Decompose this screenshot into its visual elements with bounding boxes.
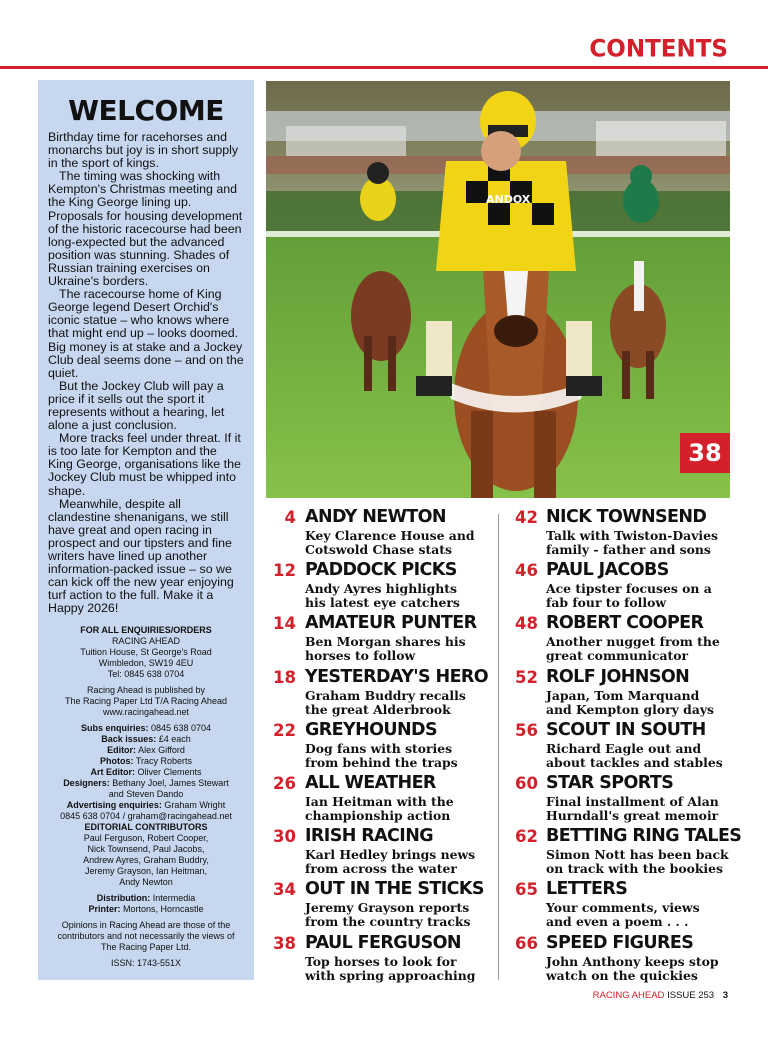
disclaimer-line: Opinions in Racing Ahead are those of the [61,920,231,931]
entry-page-number: 46 [515,561,538,581]
entry-title: OUT IN THE STICKS [305,879,484,900]
entry-page-number: 14 [273,614,296,634]
entry-title: PAUL JACOBS [546,560,669,581]
art-editor-line: Art Editor: Oliver Clements [90,767,202,778]
contents-entry[interactable] [268,774,498,827]
contributors-line: Andy Newton [119,877,173,888]
entry-description: Ian Heitman with the championship action [305,793,454,823]
welcome-paragraph: The timing was shocking with Kempton's Christmas meeting and the King George lining up. Proposals for housing development of the historic racecourse had been long-expected but the advanced position was stunning. Shades of Russian training exercises on Ukraine's borders. [48,169,243,289]
cover-photo [266,81,730,498]
entry-description: Graham Buddry recalls the great Alderbrook [305,687,466,717]
contributors-line: Nick Townsend, Paul Jacobs, [87,844,205,855]
welcome-heading: WELCOME [68,94,224,127]
entry-title: BETTING RING TALES [546,826,742,847]
entry-page-number: 60 [515,773,538,793]
contents-entry[interactable] [268,721,498,774]
entry-description: John Anthony keeps stop watch on the quickies [546,953,719,983]
editor-line: Editor: Alex Gifford [107,745,185,756]
contributors-line: Andrew Ayres, Graham Buddry, [83,855,209,866]
entry-page-number: 22 [273,720,296,740]
contents-column-left [268,508,498,987]
welcome-paragraph: But the Jockey Club will pay a price if it sells out the sport it represents without a hearing, let alone a just conclusion. [48,378,225,433]
contents-entry[interactable] [506,561,736,614]
entry-title: IRISH RACING [305,826,434,847]
contents-entry[interactable] [506,668,736,721]
entry-page-number: 65 [515,880,538,900]
entry-description: Key Clarence House and Cotswold Chase stats [305,528,475,557]
contents-entry[interactable] [268,827,498,880]
welcome-sidebar [38,80,254,980]
advertising-contact[interactable]: 0845 638 0704 / graham@racingahead.net [60,811,232,822]
welcome-paragraph: More tracks feel under threat. If it is too late for Kempton and the King George, organisations like the Jockey Club must be whipped into shape. [48,431,241,498]
entry-title: SCOUT IN SOUTH [546,719,706,740]
entry-title: GREYHOUNDS [305,719,437,740]
entry-page-number: 18 [273,667,296,687]
entry-page-number: 52 [515,667,538,687]
entry-page-number: 42 [515,508,538,527]
page-footer [593,990,728,1001]
entry-title: NICK TOWNSEND [546,507,707,527]
section-title: CONTENTS [589,35,728,63]
website-link[interactable]: www.racingahead.net [102,707,190,718]
entry-description: Ben Morgan shares his horses to follow [305,634,466,664]
subs-line: Subs enquiries: 0845 638 0704 [80,723,212,734]
footer-brand: RACING AHEAD [592,990,665,1001]
enquiries-heading: FOR ALL ENQUIRIES/ORDERS [80,625,212,636]
entry-title: PADDOCK PICKS [305,560,457,581]
welcome-paragraph: Birthday time for racehorses and monarchs but joy is in short supply in the sport of kings. [48,130,239,171]
advertising-line: Advertising enquiries: Graham Wright [66,800,226,811]
entry-page-number: 4 [284,508,296,527]
entry-description: Talk with Twiston-Davies family - father and sons [546,528,718,557]
publication-info [48,625,244,969]
disclaimer-line: The Racing Paper Ltd. [100,942,192,953]
contents-column-right [506,507,742,987]
racehorse-photo [266,81,730,498]
contributors-line: Jeremy Grayson, Ian Heitman, [84,866,208,877]
cover-page-badge[interactable]: 38 [680,433,730,473]
footer-issue: ISSUE 253 [667,990,715,1001]
entry-title: AMATEUR PUNTER [305,613,477,634]
issn: ISSN: 1743-551X [110,958,182,969]
entry-description: Simon Nott has been back on track with the bookies [546,847,729,877]
contents-entry[interactable] [268,508,498,561]
entry-description: Ace tipster focuses on a fab four to follow [546,581,712,611]
entry-page-number: 56 [515,720,538,740]
contents-entry[interactable] [268,614,498,667]
contents-entry[interactable] [506,614,736,667]
designers-line: Designers: Bethany Joel, James Stewart [63,778,229,789]
contents-entry[interactable] [506,508,736,561]
contents-entry[interactable] [506,934,736,987]
designers-line-2: and Steven Dando [108,789,184,800]
entry-title: ROLF JOHNSON [546,666,690,687]
entry-page-number: 48 [515,614,538,634]
back-issues-line: Back issues: £4 each [101,734,191,745]
address-line: Tel: 0845 638 0704 [107,669,185,680]
footer-page-number: 3 [722,990,728,1001]
entry-description: Andy Ayres highlights his latest eye catchers [305,581,460,611]
entry-description: Your comments, views and even a poem . . . [546,900,700,930]
entry-page-number: 12 [273,561,296,581]
contents-entry[interactable] [268,934,498,987]
contributors-line: Paul Ferguson, Robert Cooper, [83,833,209,844]
welcome-text [48,131,244,615]
header-rule [0,66,768,69]
entry-title: LETTERS [546,879,628,900]
entry-description: Top horses to look for with spring approaching [305,953,476,983]
entry-description: Dog fans with stories from behind the traps [305,740,458,770]
entry-description: Japan, Tom Marquand and Kempton glory days [546,687,715,717]
entry-description: Jeremy Grayson reports from the country tracks [305,900,471,930]
entry-description: Richard Eagle out and about tackles and stables [546,740,723,770]
entry-title: ANDY NEWTON [305,507,446,527]
column-divider [498,514,499,980]
entry-title: ALL WEATHER [305,772,436,793]
photos-line: Photos: Tracy Roberts [99,756,193,767]
contents-entry[interactable] [268,561,498,614]
entry-title: ROBERT COOPER [546,613,704,634]
entry-page-number: 34 [273,880,296,900]
entry-title: SPEED FIGURES [546,932,694,953]
publisher-line: Racing Ahead is published by [86,685,206,696]
distribution-line: Distribution: Intermedia [96,893,196,904]
entry-title: YESTERDAY'S HERO [305,666,489,687]
entry-page-number: 66 [515,933,538,953]
saddle-text: ANDOX [486,193,531,206]
printer-line: Printer: Mortons, Horncastle [88,904,204,915]
contents-entry[interactable] [506,826,742,880]
contents-entry[interactable] [268,880,498,933]
contents-entry[interactable] [506,774,736,827]
entry-page-number: 62 [515,827,538,847]
welcome-paragraph: The racecourse home of King George legend Desert Orchid's iconic statue – who knows where that might end up – looks doomed. Big money is at stake and a Jockey Club deal seems done – and on the quiet. [48,287,244,380]
publisher-line: The Racing Paper Ltd T/A Racing Ahead [65,696,227,707]
entry-description: Another nugget from the great communicator [546,634,720,664]
entry-title: STAR SPORTS [546,772,674,793]
address-line: Wimbledon, SW19 4EU [98,658,194,669]
disclaimer-line: contributors and not necessarily the views of [57,931,235,942]
entry-page-number: 30 [273,827,296,847]
contributors-heading: EDITORIAL CONTRIBUTORS [84,822,208,833]
entry-page-number: 26 [273,773,296,793]
contents-entry[interactable] [506,880,736,933]
welcome-paragraph: Meanwhile, despite all clandestine shenanigans, we still have great and open racing in prospect and our tipsters and fine writers have lined up another information-packed issue – so we can kick off the new year enjoying turf action to the full. Make it a Happy 2026! [48,496,234,616]
entry-page-number: 38 [273,933,296,953]
entry-title: PAUL FERGUSON [305,932,461,953]
contents-entry[interactable] [268,668,498,721]
contents-entry[interactable] [506,721,736,774]
address-line: RACING AHEAD [111,636,180,647]
entry-description: Final installment of Alan Hurndall's great memoir [546,793,719,823]
entry-description: Karl Hedley brings news from across the water [305,847,476,877]
address-line: Tuition House, St George's Road [80,647,212,658]
